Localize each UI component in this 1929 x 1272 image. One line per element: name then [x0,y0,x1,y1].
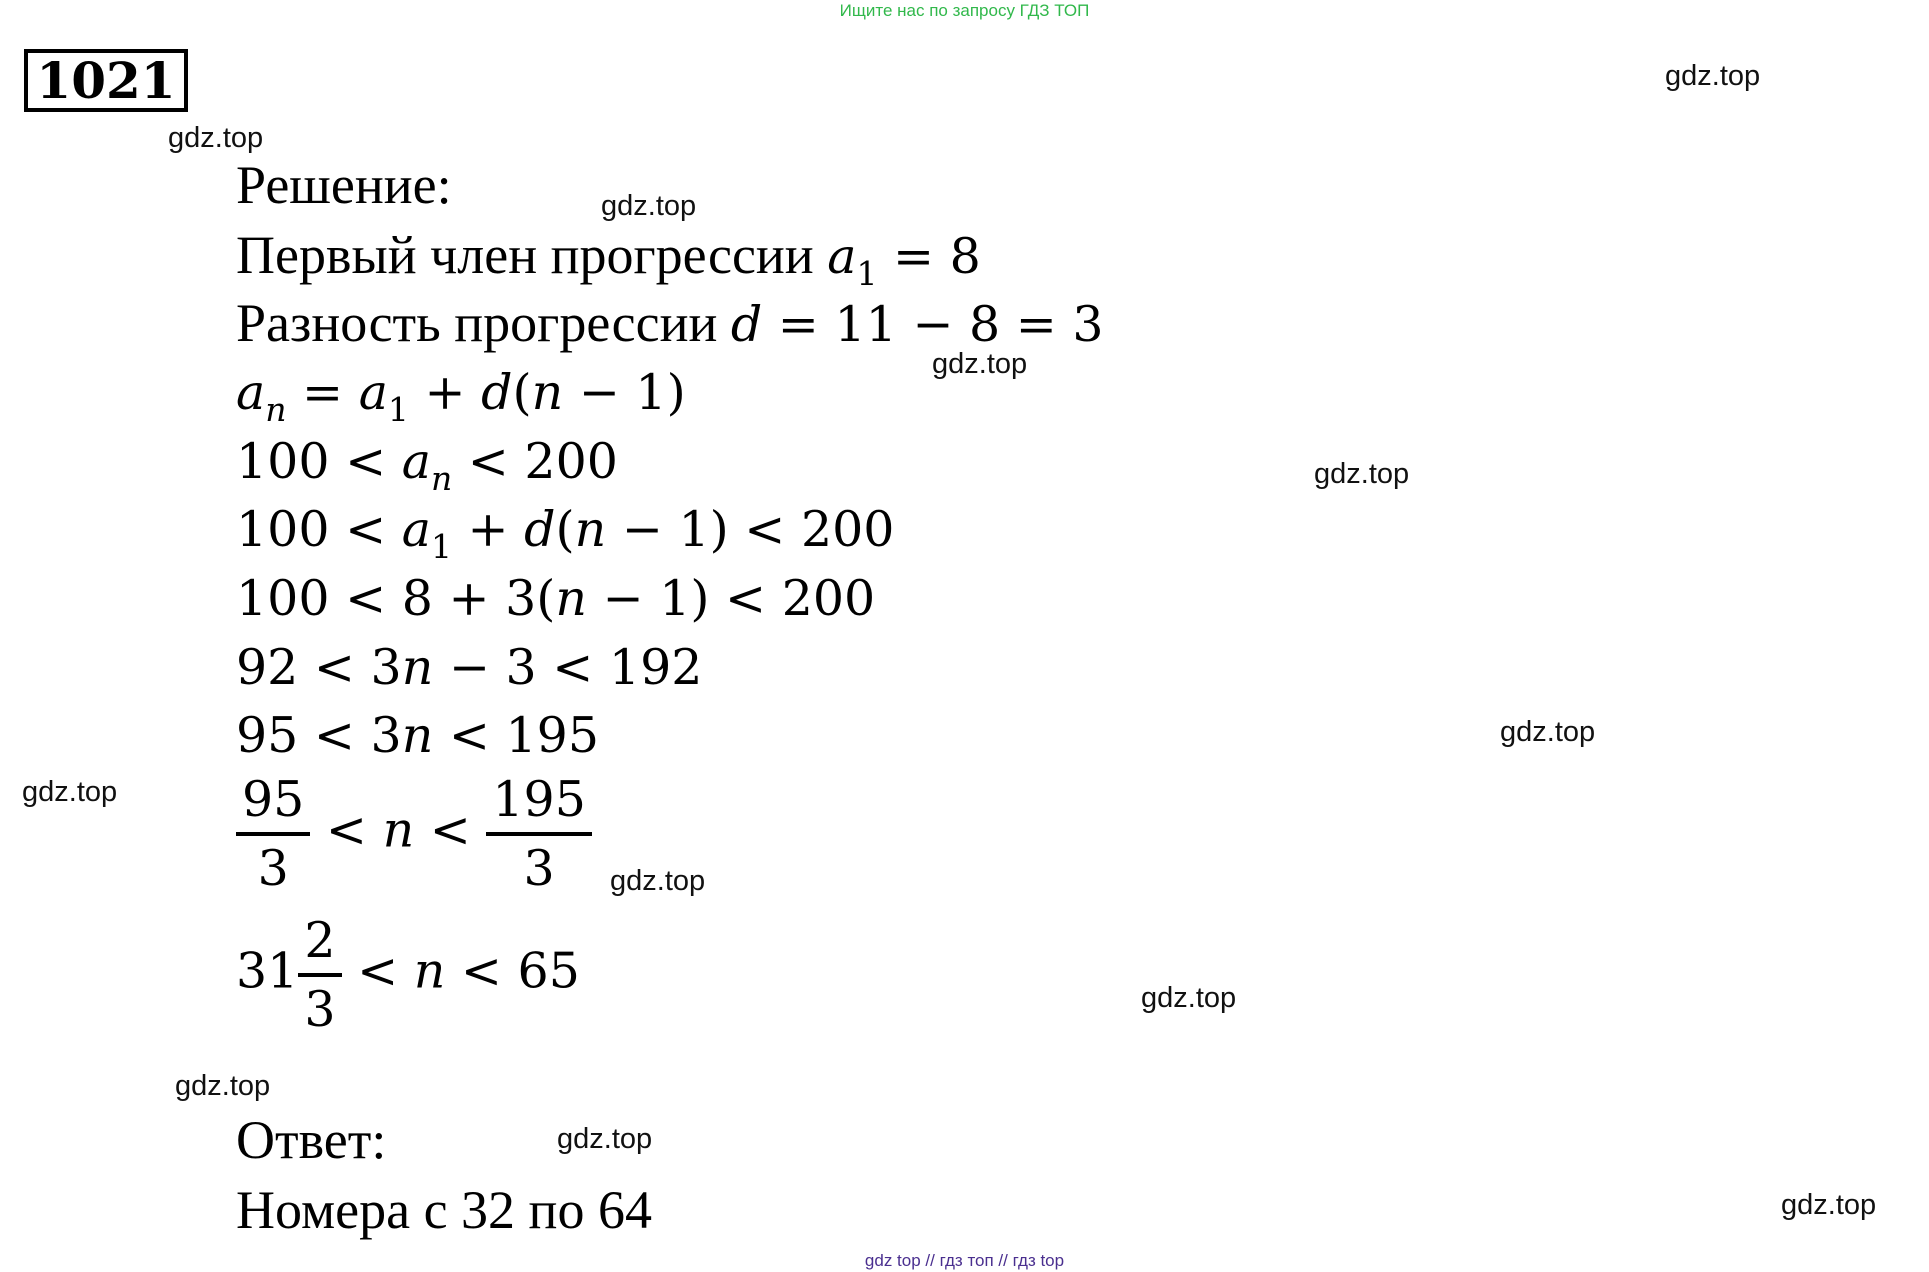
footer: gdz top // гдз топ // гдз top [864,1251,1065,1270]
first-term-label: Первый член прогрессии [236,225,828,285]
watermark: gdz.top [1314,458,1410,490]
watermark: gdz.top [932,348,1028,380]
top-banner: Ищите нас по запросу ГДЗ ТОП [839,1,1090,20]
answer-text: Номера с 32 по 64 [236,1180,652,1240]
watermark: gdz.top [22,776,118,808]
inequality-3: 100 < 8 + 3(n − 1) < 200 [236,570,876,627]
watermark: gdz.top [1500,716,1596,748]
difference-label: Разность прогрессии [236,293,731,353]
inequality-2: $100 < a_1 + d(n - 1) < 200$ [236,501,895,566]
fraction-95-3: $\frac{95}{3}$ [236,775,310,893]
difference-line [236,293,1104,355]
answer-heading: Ответ: [236,1110,387,1170]
watermark: gdz.top [601,190,697,222]
watermark: gdz.top [1665,60,1761,92]
inequality-5: 95 < 3n < 195 [236,707,600,764]
solution-heading: Решение: [236,155,452,215]
inequality-fractions: $\frac{95}{3}$ < n < $\frac{195}{3}$ [236,775,592,893]
fraction-195-3: $\frac{195}{3}$ [486,775,592,893]
watermark: gdz.top [1141,982,1237,1014]
difference-formula: d = 11 − 8 = 3 [730,296,1104,353]
watermark: gdz.top [610,865,706,897]
general-term-formula: $a_n = a_1 + d(n - 1)$ [236,364,686,429]
fraction-2-3: $\frac{2}{3}$ [298,916,341,1034]
watermark: gdz.top [557,1123,653,1155]
inequality-1: $100 < a_n < 200$ [236,433,618,498]
inequality-4: 92 < 3n − 3 < 192 [236,639,703,696]
watermark: gdz.top [1781,1189,1877,1221]
watermark: gdz.top [168,122,264,154]
watermark: gdz.top [175,1070,271,1102]
inequality-mixed: 31 $\frac{2}{3}$ < n < 65 [236,912,580,1038]
first-term-formula: $a_1 = 8$ [827,228,981,293]
problem-number: 1021 [24,49,188,112]
